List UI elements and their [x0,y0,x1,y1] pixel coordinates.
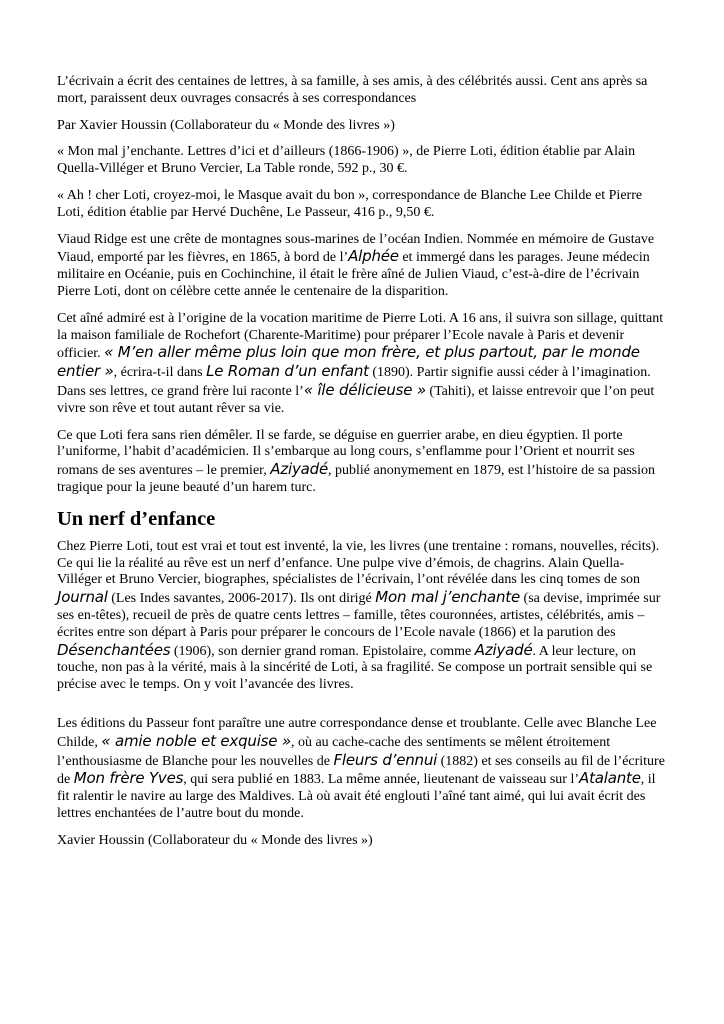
work-title: Mon mal j’enchante [375,588,521,607]
text-run: Cet aîné admiré est à l’origine de la vocation maritime de Pierre Loti. A 16 ans, il suivra son sillage, quittant la maison familiale de Rochefort (Charente-Maritime) pour préparer l’Ecole navale à Paris et devenir officier. [57,310,664,362]
paragraph-viaud-ridge [57,232,665,301]
text-run: (1890). Partir signifie aussi céder à l’imagination. Dans ses lettres, ce grand frère lui raconte l’ [57,365,651,399]
work-title: Mon frère Yves [73,769,184,788]
work-title: Le Roman d’un enfant [206,362,369,381]
text-run: (1906), son dernier grand roman. Epistolaire, comme [170,643,475,659]
work-title: Journal [57,588,108,607]
text-run: , où au cache-cache des sentiments se mêlent étroitement l’enthousiasme de Blanche pour les nouvelles de [57,734,611,769]
text-run: Viaud Ridge est une crête de montagnes sous-marines de l’océan Indien. Nommée en mémoire de Gustave Viaud, emporté par les fièvres, en 1865, à bord de l’ [57,231,655,266]
section-heading: Un nerf d’enfance [57,507,216,530]
text-run: (Les Indes savantes, 2006-2017). Ils ont dirigé [107,591,376,607]
work-title: Alphée [348,247,399,266]
text-run: Ce que Loti fera sans rien démêler. Il se farde, se déguise en guerrier arabe, en dieu égyptien. Il porte l’uniforme, l’habit d’académicien. Il s’embarque au long cours, s’enflamme pour l’Orient et nourrit ses romans de ses aventures – le premier, [57,427,635,479]
work-title: « amie noble et exquise » [101,731,291,750]
text-run: . A leur lecture, on touche, non pas à la vérité, mais à la sincérité de Loti, à sa fragilité. Se compose un portrait sensible qui se précise avec le temps. On y voit l’avancée des livres. [57,643,653,693]
article-standfirst: L’écrivain a écrit des centaines de lettres, à sa famille, à ses amis, à des célébrités aussi. Cent ans après sa mort, paraissent deux ouvrages consacrés à ses correspondances [57,74,648,106]
work-title: « île délicieuse » [303,380,426,399]
paragraph-deguisements [57,428,665,497]
work-title: « M’en aller même plus loin que mon frère, et plus partout, par le monde entier » [57,343,640,381]
text-run: , écrira-t-il dans [113,365,207,381]
text-run: (Tahiti), et laisse entrevoir que l’on peut vivre son rêve et tout autant rêver sa vie. [57,383,655,416]
text-run: Les éditions du Passeur font paraître une autre correspondance dense et troublante. Celle avec Blanche Lee Childe, [57,715,657,750]
book-reference-2: « Ah ! cher Loti, croyez-moi, le Masque avait du bon », correspondance de Blanche Lee Childe et Pierre Loti, édition établie par Hervé Duchêne, Le Passeur, 416 p., 9,50 €. [57,187,643,220]
paragraph-correspondance-passeur [57,716,665,823]
article-signature: Xavier Houssin (Collaborateur du « Monde des livres ») [57,832,373,848]
text-run: , publié anonymement en 1879, est l’histoire de sa passion tragique pour la jeune beauté d’un harem turc. [57,463,655,495]
text-run: , qui sera publié en 1883. La même année, lieutenant de vaisseau sur l’ [183,772,580,788]
work-title: Aziyadé [270,460,328,479]
text-run: , il fit ralentir le navire au large des Maldives. Là où avait été englouti l’aîné tant aimé, qui lui avait écrit des lettres enchantées de l’autre bout du monde. [57,772,656,821]
work-title: Atalante [579,769,641,788]
paragraph-vocation-maritime [57,311,665,418]
work-title: Aziyadé [474,640,533,659]
text-run: (1882) et ses conseils au fil de l’écriture de [57,753,665,788]
work-title: Désenchantées [57,640,171,659]
paragraph-nerf-denfance [57,539,665,694]
text-run: Chez Pierre Loti, tout est vrai et tout est inventé, la vie, les livres (une trentaine : romans, nouvelles, récits). Ce qui lie la réalité au rêve est un nerf d’enfance. Une pulpe vive d’émois, de chagrins. Alain Quella-Villéger et Bruno Vercier, biographes, spécialistes de l’écrivain, l’ont révélée dans les cinq tomes de son [57,538,660,588]
article-body [57,74,665,859]
article-byline: Par Xavier Houssin (Collaborateur du « Monde des livres ») [57,117,395,133]
text-run: (sa devise, imprimée sur ses en-têtes), recueil de près de quatre cents lettres – famille, têtes couronnées, artistes, célébrités, amis – écrites entre son départ à Paris pour préparer le concours de l’Ecole navale (1866) et la parution des [57,591,661,640]
work-title: Fleurs d’ennui [333,750,438,769]
book-reference-1: « Mon mal j’enchante. Lettres d’ici et d’ailleurs (1866-1906) », de Pierre Loti, édition établie par Alain Quella-Villéger et Bruno Vercier, La Table ronde, 592 p., 30 €. [57,144,636,177]
text-run: et immergé dans les parages. Jeune médecin militaire en Océanie, puis en Cochinchine, il était le frère aîné de Julien Viaud, c’est-à-dire de l’écrivain Pierre Loti, dont on célèbre cette année le centenaire de la disparition. [57,250,650,299]
